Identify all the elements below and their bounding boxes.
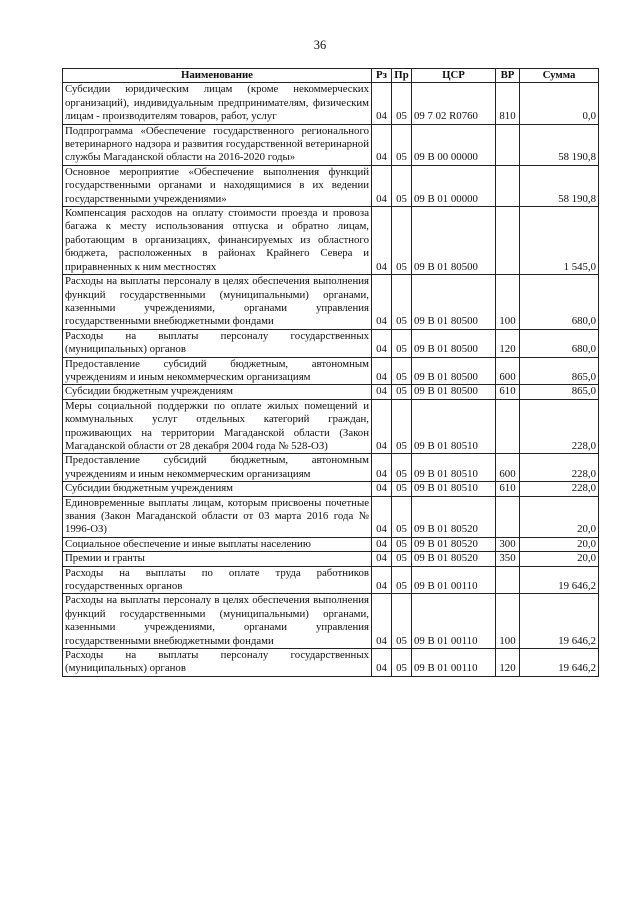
cell-sum: 228,0 [520,482,599,496]
header-csr: ЦСР [412,69,496,83]
cell-vr: 100 [496,275,520,330]
cell-pr: 05 [392,496,412,537]
cell-pr: 05 [392,552,412,566]
cell-rz: 04 [372,207,392,275]
cell-csr: 09 В 01 80510 [412,482,496,496]
cell-vr: 600 [496,454,520,482]
table-row [63,357,599,385]
cell-csr: 09 В 01 80500 [412,275,496,330]
cell-vr [496,207,520,275]
cell-rz: 04 [372,482,392,496]
cell-rz: 04 [372,385,392,399]
cell-rz: 04 [372,537,392,551]
header-name: Наименование [63,69,372,83]
cell-name: Субсидии юридическим лицам (кроме некоммерческих организаций), индивидуальным предпринимателям, физическим лицам - производителям товаров, работ, услуг [63,83,372,124]
cell-sum: 0,0 [520,83,599,124]
cell-sum: 19 646,2 [520,566,599,594]
cell-rz: 04 [372,275,392,330]
cell-pr: 05 [392,594,412,649]
cell-rz: 04 [372,649,392,677]
cell-pr: 05 [392,83,412,124]
cell-name: Расходы на выплаты по оплате труда работников государственных органов [63,566,372,594]
cell-name: Субсидии бюджетным учреждениям [63,385,372,399]
cell-rz: 04 [372,165,392,206]
cell-pr: 05 [392,454,412,482]
cell-vr: 100 [496,594,520,649]
cell-sum: 228,0 [520,454,599,482]
table-row [63,399,599,454]
cell-name: Компенсация расходов на оплату стоимости проезда и провоза багажа к месту использования отпуска и обратно лицам, работающим в организациях, финансируемых из областного бюджета, расположенных в районах Крайнего Севера и приравненных к ним местностях [63,207,372,275]
cell-sum: 58 190,8 [520,165,599,206]
cell-pr: 05 [392,385,412,399]
table-row [63,566,599,594]
cell-csr: 09 В 01 00000 [412,165,496,206]
cell-pr: 05 [392,566,412,594]
cell-pr: 05 [392,207,412,275]
cell-rz: 04 [372,552,392,566]
cell-csr: 09 В 01 80520 [412,496,496,537]
table-row [63,207,599,275]
table-row [63,454,599,482]
cell-vr [496,165,520,206]
cell-name: Расходы на выплаты персоналу государственных (муниципальных) органов [63,649,372,677]
cell-name: Премии и гранты [63,552,372,566]
cell-csr: 09 В 01 80510 [412,454,496,482]
cell-csr: 09 В 01 00110 [412,649,496,677]
cell-rz: 04 [372,124,392,165]
cell-csr: 09 В 01 80520 [412,552,496,566]
cell-pr: 05 [392,165,412,206]
cell-name: Субсидии бюджетным учреждениям [63,482,372,496]
cell-name: Социальное обеспечение и иные выплаты населению [63,537,372,551]
table-row [63,649,599,677]
cell-csr: 09 В 01 80520 [412,537,496,551]
cell-csr: 09 В 01 80500 [412,207,496,275]
cell-name: Расходы на выплаты персоналу государственных (муниципальных) органов [63,329,372,357]
cell-vr: 610 [496,385,520,399]
cell-sum: 865,0 [520,357,599,385]
cell-pr: 05 [392,399,412,454]
table-row [63,329,599,357]
table-row [63,537,599,551]
cell-vr: 120 [496,329,520,357]
table-row [63,594,599,649]
cell-name: Предоставление субсидий бюджетным, автономным учреждениям и иным некоммерческим организациям [63,454,372,482]
cell-sum: 20,0 [520,552,599,566]
cell-sum: 228,0 [520,399,599,454]
cell-pr: 05 [392,275,412,330]
cell-vr: 350 [496,552,520,566]
cell-pr: 05 [392,124,412,165]
cell-csr: 09 В 01 00110 [412,566,496,594]
budget-table [62,68,599,677]
cell-csr: 09 В 01 80500 [412,385,496,399]
cell-pr: 05 [392,357,412,385]
table-row [63,482,599,496]
header-pr: Пр [392,69,412,83]
cell-name: Предоставление субсидий бюджетным, автономным учреждениям и иным некоммерческим организациям [63,357,372,385]
cell-csr: 09 В 01 80510 [412,399,496,454]
table-row [63,83,599,124]
cell-vr: 300 [496,537,520,551]
cell-pr: 05 [392,329,412,357]
cell-rz: 04 [372,329,392,357]
table-header-row [63,69,599,83]
header-vr: ВР [496,69,520,83]
cell-csr: 09 В 01 00110 [412,594,496,649]
cell-pr: 05 [392,649,412,677]
cell-csr: 09 В 01 80500 [412,329,496,357]
table-row [63,552,599,566]
cell-name: Подпрограмма «Обеспечение государственного регионального ветеринарного надзора и развития государственной ветеринарной службы Магаданской области на 2016-2020 годы» [63,124,372,165]
cell-name: Меры социальной поддержки по оплате жилых помещений и коммунальных услуг отдельных категорий граждан, проживающих на территории Магаданской области (Закон Магаданской области от 28 декабря 2004 года № 528-ОЗ) [63,399,372,454]
cell-sum: 20,0 [520,496,599,537]
cell-vr: 610 [496,482,520,496]
cell-sum: 20,0 [520,537,599,551]
cell-name: Расходы на выплаты персоналу в целях обеспечения выполнения функций государственными (муниципальными) органами, казенными учреждениями, органами управления государственными внебюджетными фондами [63,594,372,649]
cell-vr: 600 [496,357,520,385]
cell-sum: 680,0 [520,329,599,357]
table-row [63,275,599,330]
table-row [63,496,599,537]
cell-pr: 05 [392,482,412,496]
cell-name: Расходы на выплаты персоналу в целях обеспечения выполнения функций государственными (муниципальными) органами, казенными учреждениями, органами управления государственными внебюджетными фондами [63,275,372,330]
header-rz: Рз [372,69,392,83]
cell-sum: 19 646,2 [520,594,599,649]
cell-sum: 1 545,0 [520,207,599,275]
cell-vr: 120 [496,649,520,677]
cell-csr: 09 В 01 80500 [412,357,496,385]
cell-vr [496,124,520,165]
table-row [63,165,599,206]
cell-rz: 04 [372,594,392,649]
page-number: 36 [313,38,327,52]
cell-pr: 05 [392,537,412,551]
cell-name: Основное мероприятие «Обеспечение выполнения функций государственными органами и находящимися в их ведении государственными учреждениями» [63,165,372,206]
cell-rz: 04 [372,566,392,594]
table-row [63,124,599,165]
cell-sum: 865,0 [520,385,599,399]
cell-vr [496,566,520,594]
cell-csr: 09 В 00 00000 [412,124,496,165]
cell-vr [496,399,520,454]
cell-csr: 09 7 02 R0760 [412,83,496,124]
cell-sum: 19 646,2 [520,649,599,677]
cell-rz: 04 [372,83,392,124]
cell-rz: 04 [372,357,392,385]
cell-rz: 04 [372,399,392,454]
cell-name: Единовременные выплаты лицам, которым присвоены почетные звания (Закон Магаданской области от 03 марта 2016 года № 1996-ОЗ) [63,496,372,537]
cell-rz: 04 [372,454,392,482]
cell-sum: 58 190,8 [520,124,599,165]
cell-rz: 04 [372,496,392,537]
cell-vr: 810 [496,83,520,124]
cell-vr [496,496,520,537]
cell-sum: 680,0 [520,275,599,330]
header-sum: Сумма [520,69,599,83]
table-row [63,385,599,399]
